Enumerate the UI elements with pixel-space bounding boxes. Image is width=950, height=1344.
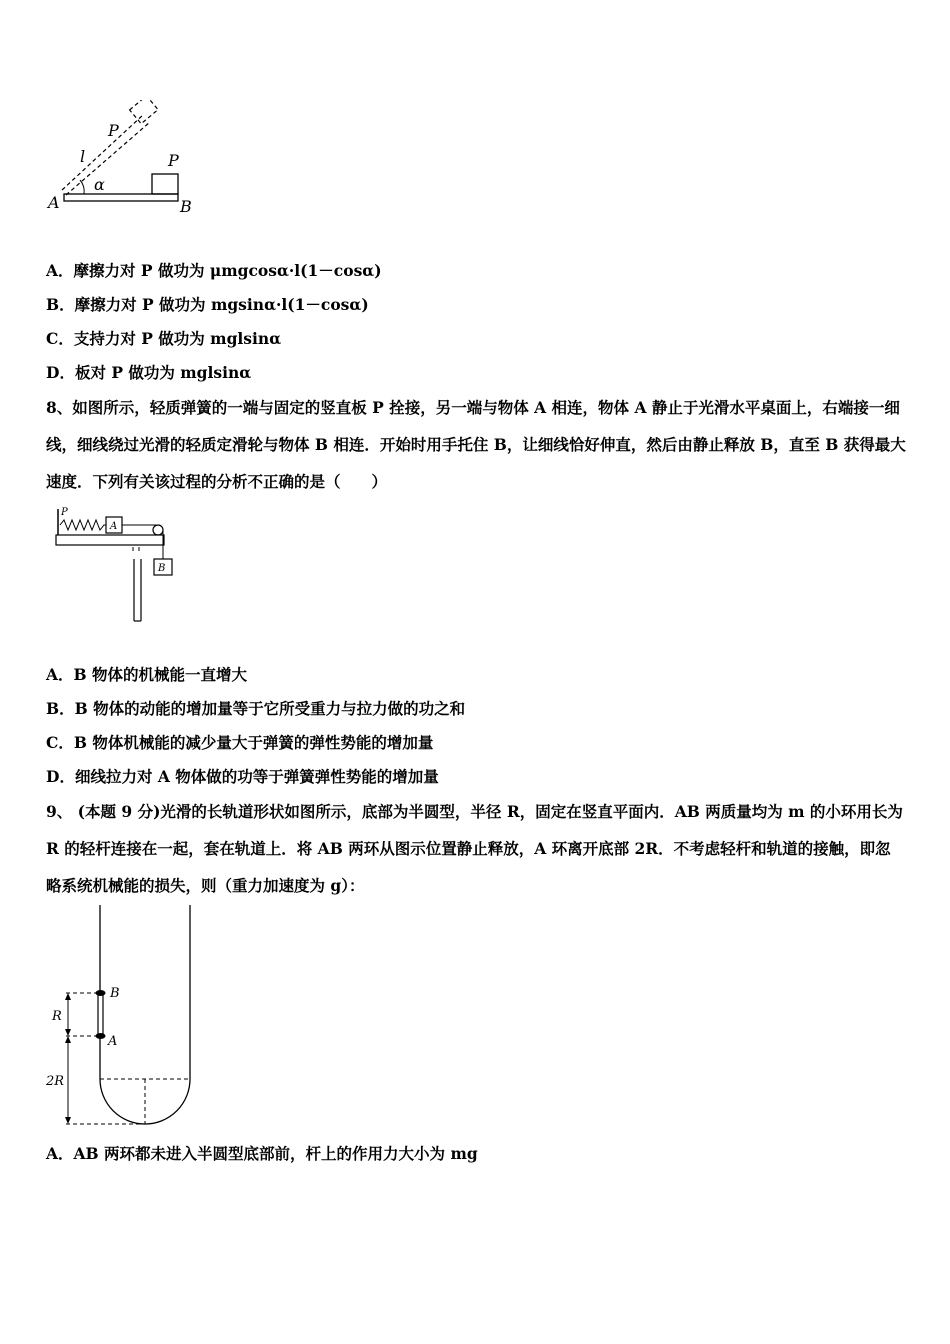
q8-option-b: B．B 物体的动能的增加量等于它所受重力与拉力做的功之和	[46, 699, 466, 718]
q7-option-a: A．摩擦力对 P 做功为 μmgcosα·l(1－cosα)	[46, 261, 382, 280]
label-alpha: α	[94, 175, 105, 194]
label-a: A	[48, 193, 60, 212]
table-top	[56, 535, 164, 545]
q8-option-c: C．B 物体机械能的减少量大于弹簧的弹性势能的增加量	[46, 733, 434, 752]
label-2r: 2R	[46, 1074, 65, 1089]
arrow-2r-top	[65, 1036, 71, 1043]
q8-stem: 8、如图所示，轻质弹簧的一端与固定的竖直板 P 拴接，另一端与物体 A 相连，物体 A 静止于光滑水平桌面上，右端接一细线，细线绕过光滑的轻质定滑轮与物体 B 相连．开始时用手托住 B，让细线恰好伸直，然后由静止释放 B，直至 B 获得最大速度．下列有关该过程的分析不正确的是（ ）	[46, 398, 906, 491]
spring	[60, 520, 106, 530]
q7-option-d: D．板对 P 做功为 mglsinα	[46, 363, 252, 382]
spring-pulley-figure	[50, 503, 180, 625]
label-b: B	[110, 986, 120, 1001]
ring-a	[96, 1033, 106, 1039]
rod-ab	[98, 993, 103, 1036]
arrow-2r-bottom	[65, 1117, 71, 1124]
label-l: l	[80, 147, 86, 166]
label-b: B	[180, 197, 192, 216]
board-ab	[64, 194, 178, 201]
q8-option-d: D．细线拉力对 A 物体做的功等于弹簧弹性势能的增加量	[46, 767, 439, 786]
label-r: R	[52, 1009, 62, 1024]
block-p-top	[130, 100, 158, 124]
u-track-figure	[40, 905, 210, 1130]
label-b: B	[158, 563, 166, 574]
q9-option-a: A．AB 两环都未进入半圆型底部前，杆上的作用力大小为 mg	[46, 1144, 478, 1163]
pulley	[153, 525, 163, 535]
q7-option-c: C．支持力对 P 做功为 mglsinα	[46, 329, 282, 348]
q8-option-a: A．B 物体的机械能一直增大	[46, 665, 248, 684]
ring-b	[96, 990, 106, 996]
q7-option-b: B．摩擦力对 P 做功为 mgsinα·l(1－cosα)	[46, 295, 369, 314]
label-p: P	[61, 507, 68, 518]
label-a: A	[108, 1034, 118, 1049]
label-p-top: P	[108, 121, 119, 140]
q9-stem: 9、 (本题 9 分)光滑的长轨道形状如图所示，底部为半圆型，半径 R，固定在竖直平面内．AB 两质量均为 m 的小环用长为 R 的轻杆连接在一起，套在轨道上．将 AB 两环从图示位置静止释放，A 环离开底部 2R．不考虑轻杆和轨道的接触，即忽略系统机械能的损失，则（重力加速度为 g）：	[46, 802, 903, 895]
block-p-right	[152, 174, 178, 194]
arrow-r-bottom	[65, 1029, 71, 1036]
arrow-r-top	[65, 993, 71, 1000]
label-a: A	[110, 521, 118, 532]
incline-figure	[40, 100, 210, 220]
angle-arc	[80, 180, 84, 194]
label-p-right: P	[168, 151, 179, 170]
